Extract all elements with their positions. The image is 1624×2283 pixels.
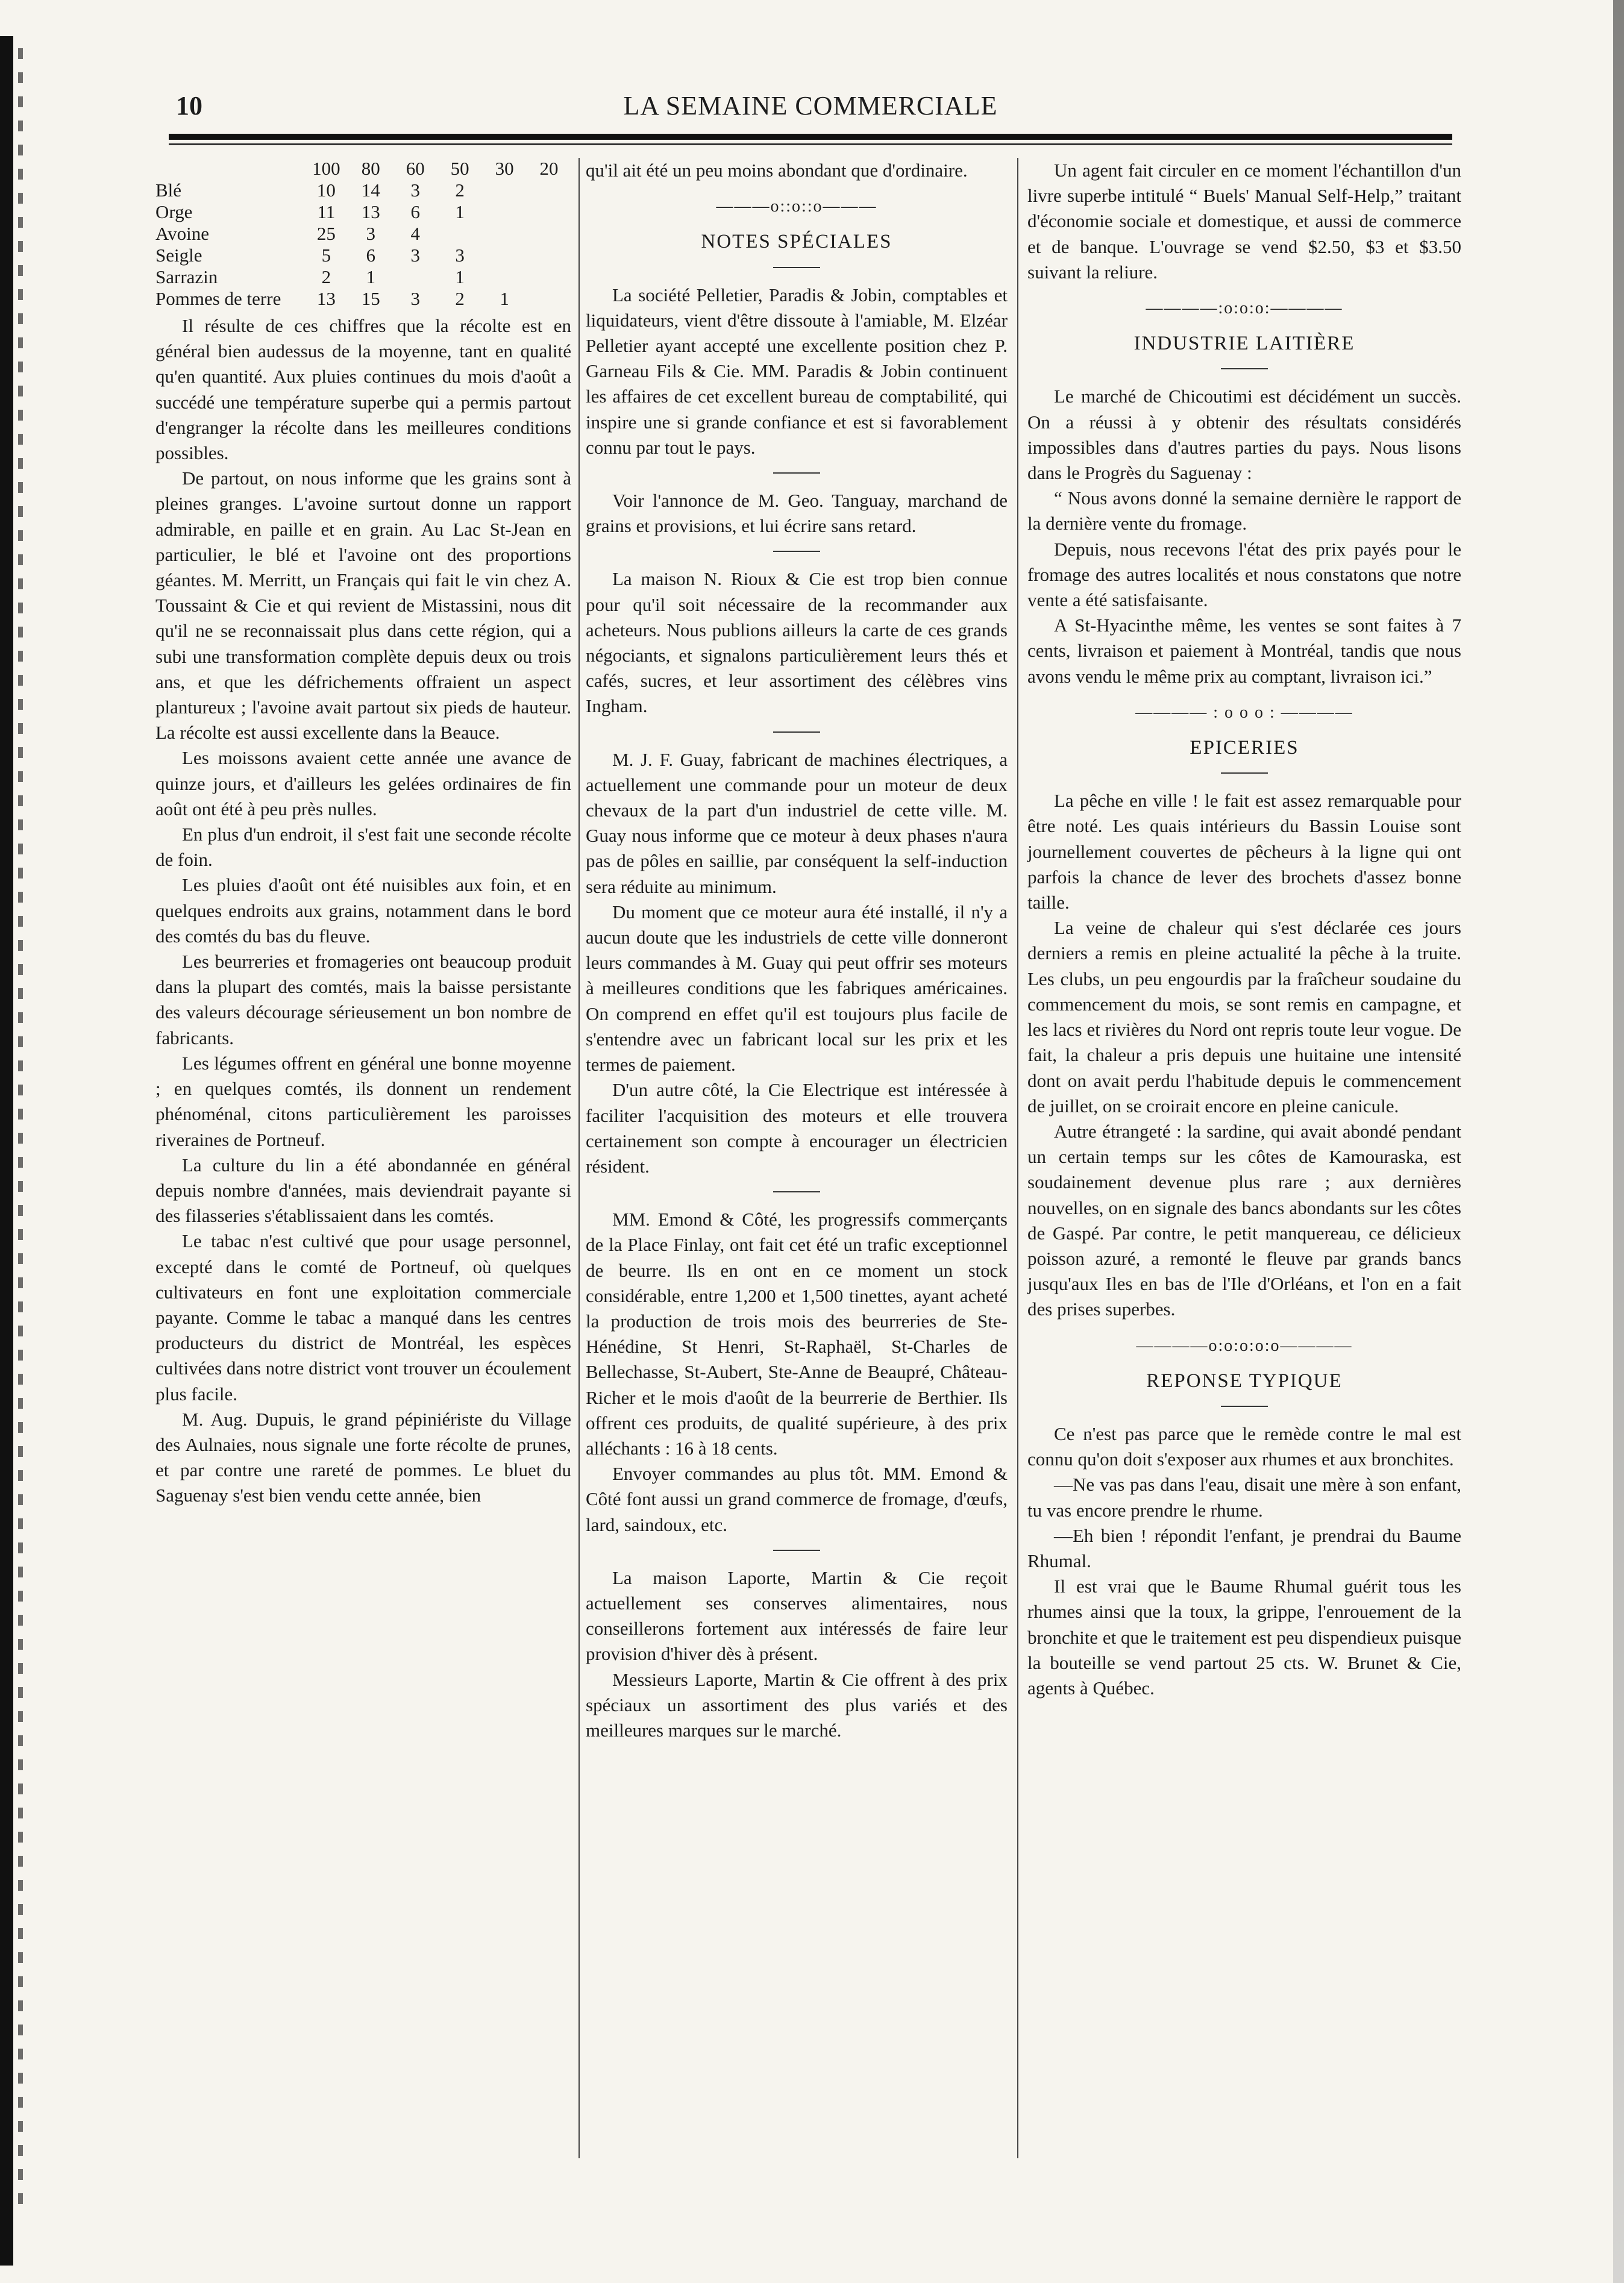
section-heading-industrie-laitiere: INDUSTRIE LAITIÈRE — [1133, 333, 1355, 355]
crop-value — [482, 245, 527, 266]
crop-value: 4 — [410, 223, 420, 244]
column-divider-1 — [578, 158, 580, 2158]
column-2 — [586, 158, 1008, 1743]
short-rule — [773, 1550, 820, 1551]
binding-stitching — [18, 48, 23, 2217]
header-rule-thin — [169, 143, 1452, 145]
section-heading-epiceries: EPICERIES — [1190, 737, 1299, 759]
paragraph: Le marché de Chicoutimi est décidément un succès. On a réussi à y obtenir des résultats considérés impossibles dans d'autres parties du pays. Nous lisons dans le Progrès du Saguenay : — [1027, 386, 1461, 484]
section-heading-notes-speciales: NOTES SPÉCIALES — [701, 231, 892, 253]
paragraph: “ Nous avons donné la semaine dernière le rapport de la dernière vente du fromage. — [1027, 487, 1461, 534]
crop-value — [527, 201, 571, 223]
notice-paragraph: La maison Laporte, Martin & Cie reçoit actuellement ses conserves alimentaires, nous conseillerons fortement aux intéressés de faire leur provision d'hiver dès à présent. — [586, 1567, 1008, 1665]
paragraph: Ce n'est pas parce que le remède contre le mal est connu qu'on doit s'exposer aux rhumes et aux bronchites. — [1027, 1423, 1461, 1470]
crop-table-header: 50 — [450, 158, 469, 179]
header-rule-thick — [169, 134, 1452, 140]
crop-value — [482, 266, 527, 288]
crop-value: 3 — [410, 288, 420, 309]
crop-value: 13 — [361, 201, 380, 222]
paragraph: A St-Hyacinthe même, les ventes se sont faites à 7 cents, livraison et paiement à Montréal, tandis que nous avons vendu le même prix au comptant, livraison ici.” — [1027, 615, 1461, 687]
crop-label: Pommes de terre — [155, 288, 281, 309]
crop-table-header: 60 — [406, 158, 425, 179]
crop-value: 1 — [366, 266, 376, 287]
crop-value: 1 — [455, 201, 465, 222]
crop-label: Avoine — [155, 223, 209, 244]
crop-value — [527, 266, 571, 288]
crop-value: 14 — [361, 180, 380, 201]
crop-value: 15 — [361, 288, 380, 309]
paragraph: En plus d'un endroit, il s'est fait une seconde récolte de foin. — [155, 824, 571, 871]
paragraph: Le tabac n'est cultivé que pour usage personnel, excepté dans le comté de Portneuf, où quelques cultivateurs en font une exploitation commerciale payante. Comme le tabac a manqué dans les centres producteurs du district de Montréal, les espèces cultivées dans notre district vont trouver un écoulement plus facile. — [155, 1230, 571, 1405]
crop-label: Seigle — [155, 245, 202, 266]
paragraph: La pêche en ville ! le fait est assez remarquable pour être noté. Les quais intérieurs du Bassin Louise sont journellement couvertes de pêcheurs à la ligne qui ont parfois la chance de lever des brochets d'assez bonne taille. — [1027, 790, 1461, 913]
section-ornament: ————o:o:o:o:o———— — [1136, 1336, 1353, 1355]
notice-paragraph: La société Pelletier, Paradis & Jobin, comptables et liquidateurs, vient d'être dissoute à l'amiable, M. Elzéar Pelletier ayant accepté une excellente position chez P. Garneau Fils & Cie. MM. Paradis & Jobin continuent les affaires de cet excellent bureau de comptabilité, qui inspire une si grande confiance et est si favorablement connu par tout le pays. — [586, 284, 1008, 458]
page-header — [169, 90, 1452, 127]
short-rule — [773, 267, 820, 268]
paragraph: La culture du lin a été abondannée en général depuis nombre d'années, mais deviendrait payante si des filasseries s'établissaient dans les comtés. — [155, 1154, 571, 1227]
table-row — [155, 223, 571, 245]
continuation-paragraph: qu'il ait été un peu moins abondant que d'ordinaire. — [586, 160, 968, 181]
crop-value — [527, 180, 571, 201]
crop-table-header: 100 — [312, 158, 340, 179]
table-row — [155, 288, 571, 310]
short-rule — [773, 1191, 820, 1192]
paragraph: Il résulte de ces chiffres que la récolte est en général bien audessus de la moyenne, tant en qualité qu'en quantité. Aux pluies continues du mois d'août a succédé une température superbe qui a permis partout d'engranger la récolte dans les meilleures conditions possibles. — [155, 315, 571, 464]
crop-value: 3 — [455, 245, 465, 266]
crop-value: 2 — [455, 180, 465, 201]
short-rule — [773, 551, 820, 552]
crop-value: 3 — [410, 180, 420, 201]
crop-value: 25 — [316, 223, 336, 244]
notice-paragraph: Envoyer commandes au plus tôt. MM. Emond & Côté font aussi un grand commerce de fromage, d'œufs, lard, saindoux, etc. — [586, 1463, 1008, 1535]
paragraph: —Ne vas pas dans l'eau, disait une mère à son enfant, tu vas encore prendre le rhume. — [1027, 1474, 1461, 1521]
notice-paragraph: Voir l'annonce de M. Geo. Tanguay, marchand de grains et provisions, et lui écrire sans retard. — [586, 490, 1008, 537]
crop-value — [437, 223, 482, 245]
notice-paragraph: Du moment que ce moteur aura été installé, il n'y a aucun doute que les industriels de cette ville donneront leurs commandes à M. Guay qui peut offrir ses moteurs à meilleures conditions que les fabriques américaines. On comprend en effet qu'il est toujours plus facile de s'entendre avec un fabricant local sur les prix et les termes de paiement. — [586, 901, 1008, 1076]
crop-label: Sarrazin — [155, 266, 218, 287]
crop-value — [482, 201, 527, 223]
table-row — [155, 266, 571, 288]
crop-value: 2 — [455, 288, 465, 309]
short-rule — [773, 472, 820, 474]
column-1 — [155, 158, 571, 1509]
crop-yield-table — [155, 158, 571, 310]
running-title: LA SEMAINE COMMERCIALE — [623, 91, 998, 121]
paragraph: —Eh bien ! répondit l'enfant, je prendrai du Baume Rhumal. — [1027, 1524, 1461, 1571]
crop-table-header-row — [155, 158, 571, 180]
book-binding-edge — [0, 36, 13, 2266]
page-number: 10 — [176, 91, 202, 121]
notice-paragraph: M. J. F. Guay, fabricant de machines électriques, a actuellement une commande pour un moteur de deux chevaux de la part d'un industriel de cette ville. M. Guay nous informe que ce moteur à deux phases n'aura pas de pôles en saillie, par conséquent la self-induction sera réduite au minimum. — [586, 748, 1008, 897]
paragraph: Un agent fait circuler en ce moment l'échantillon d'un livre superbe intitulé “ Buels' Manual Self-Help,” traitant d'économie sociale et domestique, et aussi de commerce et de banque. L'ouvrage se vend $2.50, $3 et $3.50 suivant la reliure. — [1027, 160, 1461, 283]
section-heading-reponse-typique: REPONSE TYPIQUE — [1146, 1370, 1343, 1392]
notice-paragraph: La maison N. Rioux & Cie est trop bien connue pour qu'il soit nécessaire de la recommander aux acheteurs. Nous publions ailleurs la carte de ces grands négociants, et signalons particulièrement leurs thés et cafés, sucres, et leur assortiment des célèbres vins Ingham. — [586, 568, 1008, 717]
crop-value: 3 — [366, 223, 376, 244]
crop-value: 3 — [410, 245, 420, 266]
table-row — [155, 201, 571, 223]
paragraph: Autre étrangeté : la sardine, qui avait abondé pendant un certain temps sur les côtes de Kamouraska, est soudainement devenue plus rare ; aux dernières nouvelles, on en signale des bancs abondants sur les côtes de Gaspé. Par contre, le petit manquereau, ce délicieux poisson azuré, a remonté le fleuve par grands bancs jusqu'aux Iles en bas de l'Ile d'Orléans, et l'on en a fait des prises superbes. — [1027, 1120, 1461, 1320]
crop-value: 6 — [366, 245, 376, 266]
column-divider-2 — [1017, 158, 1018, 2158]
crop-value — [527, 223, 571, 245]
notice-paragraph: D'un autre côté, la Cie Electrique est intéressée à faciliter l'acquisition des moteurs et elle trouvera certainement son compte à encourager un électricien résident. — [586, 1079, 1008, 1177]
crop-value — [527, 288, 571, 310]
crop-value: 13 — [316, 288, 336, 309]
paragraph: La veine de chaleur qui s'est déclarée ces jours derniers a remis en pleine actualité la pêche à la truite. Les clubs, un peu engourdis par la fraîcheur soudaine du commencement du mois, se sont remis en campagne, et les lacs et rivières du Nord ont repris toute leur vogue. De fait, la chaleur a pris depuis une huitaine une intensité dont on avait perdu l'habitude depuis le commencement de juillet, on se croirait encore en pleine canicule. — [1027, 917, 1461, 1116]
short-rule — [1221, 368, 1268, 369]
crop-value — [482, 223, 527, 245]
short-rule — [1221, 1406, 1268, 1407]
paragraph: Les pluies d'août ont été nuisibles aux foin, et en quelques endroits aux grains, notamment dans le bord des comtés du bas du fleuve. — [155, 874, 571, 947]
section-ornament: ———o::o::o——— — [716, 197, 877, 216]
crop-value: 1 — [455, 266, 465, 287]
crop-label: Blé — [155, 180, 182, 201]
paragraph: Depuis, nous recevons l'état des prix payés pour le fromage des autres localités et nous constatons que notre vente a été satisfaisante. — [1027, 538, 1461, 611]
crop-value — [482, 180, 527, 201]
paragraph: Les moissons avaient cette année une avance de quinze jours, et d'ailleurs les gelées ordinaires de fin août ont été à peu près nulles. — [155, 747, 571, 819]
crop-value: 6 — [410, 201, 420, 222]
crop-table-header: 80 — [361, 158, 380, 179]
crop-value — [527, 245, 571, 266]
page-right-edge — [1613, 0, 1624, 2283]
crop-value: 10 — [316, 180, 336, 201]
crop-table-header: 30 — [495, 158, 514, 179]
section-ornament: ————:o:o:o:———— — [1146, 299, 1343, 318]
paragraph: De partout, on nous informe que les grains sont à pleines granges. L'avoine surtout donne un rapport admirable, en paille et en grain. Au Lac St-Jean en particulier, le blé et l'avoine ont des proportions géantes. M. Merritt, un Français qui fait le vin chez A. Toussaint & Cie et qui revient de Mistassini, nous dit qu'il ne se reconnaissait plus dans cette région, qui a subi une transformation complète depuis deux ou trois ans, et que les défrichements offraient un aspect plantureux ; l'avoine avait partout six pieds de hauteur. La récolte est aussi excellente dans la Beauce. — [155, 468, 571, 744]
paragraph: M. Aug. Dupuis, le grand pépiniériste du Village des Aulnaies, nous signale une forte récolte de prunes, et par contre une rareté de pommes. Le bluet du Saguenay s'est bien vendu cette année, bien — [155, 1408, 571, 1506]
crop-label: Orge — [155, 201, 193, 222]
paragraph: Il est vrai que le Baume Rhumal guérit tous les rhumes ainsi que la toux, la grippe, l'enrouement de la bronchite et que le traitement est peu dispendieux puisque la bouteille se vend partout 25 cts. W. Brunet & Cie, agents à Québec. — [1027, 1576, 1461, 1699]
crop-value: 1 — [500, 288, 509, 309]
short-rule — [773, 731, 820, 733]
notice-paragraph: MM. Emond & Côté, les progressifs commerçants de la Place Finlay, ont fait cet été un trafic exceptionnel de beurre. Ils en ont en ce moment un stock considérable, entre 1,200 et 1,500 tinettes, ayant acheté la production de trois mois des beurreries de Ste-Hénédine, St Henri, St-Raphaël, St-Charles de Bellechasse, St-Aubert, Ste-Anne de Beaupré, Château-Richer et le mois d'août de la beurrerie de Berthier. Ils offrent ces produits, de qualité supérieure, à des prix alléchants : 16 à 18 cents. — [586, 1209, 1008, 1459]
crop-value: 2 — [321, 266, 331, 287]
crop-value: 5 — [321, 245, 331, 266]
paragraph: Les beurreries et fromageries ont beaucoup produit dans la plupart des comtés, mais la baisse persistante des valeurs décourage sérieusement un bon nombre de fabricants. — [155, 951, 571, 1048]
section-ornament: ———— : o o o : ———— — [1135, 703, 1353, 722]
table-row — [155, 180, 571, 201]
notice-paragraph: Messieurs Laporte, Martin & Cie offrent à des prix spéciaux un assortiment des plus variés et des meilleures marques sur le marché. — [586, 1668, 1008, 1741]
short-rule — [1221, 772, 1268, 774]
table-row — [155, 245, 571, 266]
crop-table-header: 20 — [539, 158, 559, 179]
column-3 — [1027, 158, 1461, 1701]
paragraph: Les légumes offrent en général une bonne moyenne ; en quelques comtés, ils donnent un rendement phénoménal, citons particulièrement les paroisses riveraines de Portneuf. — [155, 1052, 571, 1150]
crop-value — [393, 266, 437, 288]
crop-value: 11 — [317, 201, 336, 222]
